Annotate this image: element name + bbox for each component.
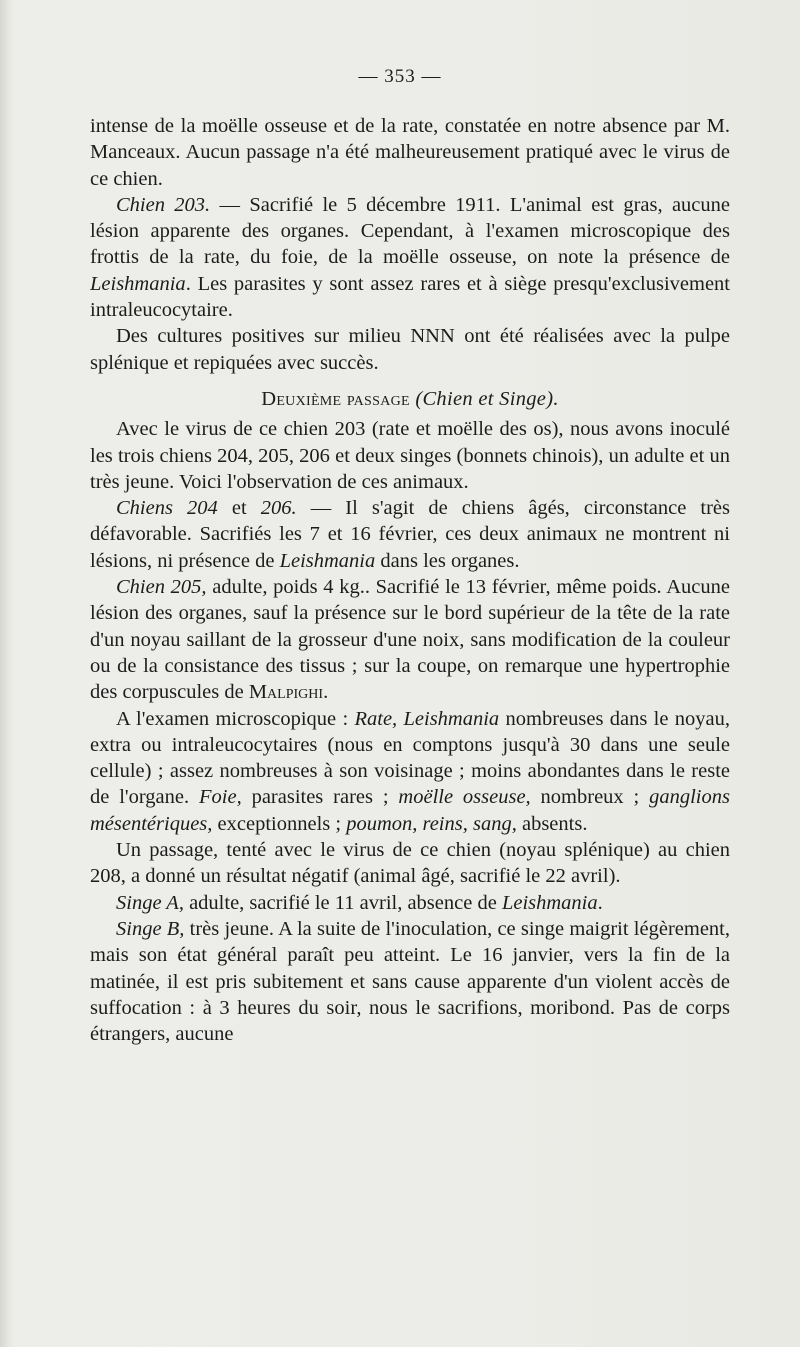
page-number: — 353 —	[358, 66, 442, 87]
paragraph-text: — Sacrifié le 5 décembre 1911. L'animal est gras, aucune lésion apparente des organes. Cependant, à l'examen microscopique des frottis de la rate, du foie, de la moëlle osseuse, on note la présence de	[90, 193, 730, 269]
paragraph-text: — Il s'agit de chiens âgés, circonstance très défavorable. Sacrifiés les 7 et 16 février, ces deux animaux ne montrent ni lésions, ni présence de	[90, 497, 731, 572]
italic-term: Foie,	[199, 786, 242, 809]
paragraph-text: . Les parasites y sont assez rares et à siège presqu'exclusivement intraleucocytaire.	[90, 272, 730, 322]
paragraph-lead: Singe A,	[116, 891, 184, 914]
paragraph-text: A l'examen microscopique :	[116, 707, 355, 730]
paragraph-lead: 206.	[260, 497, 297, 520]
heading-subtitle: (Chien et Singe).	[415, 387, 559, 410]
paragraph-text: dans les organes.	[375, 549, 520, 572]
heading-title: Deuxième passage	[261, 387, 410, 410]
paragraph-text: adulte, poids 4 kg.. Sacrifié le 13 février, même poids. Aucune lésion des organes, sauf la présence sur le bord supérieur de la tête de la rate d'un noyau saillant de la grosseur d'une noix, sans modification de la couleur ou de la consistance des tissus ; sur la coupe, on remarque une hypertrophie des corpuscules de	[90, 576, 730, 704]
page-margin-bottom	[0, 1200, 800, 1347]
paragraph-lead: Singe B,	[116, 917, 185, 940]
paragraph-text: exceptionnels ;	[212, 812, 347, 835]
paragraph-continuation	[90, 113, 730, 192]
paragraph-text: intense de la moëlle osseuse et de la rate, constatée en notre absence par M. Manceaux. Aucun passage n'a été malheureusement pratiqué avec le virus de ce chien.	[90, 115, 730, 190]
paragraph-text: parasites rares ;	[241, 786, 399, 809]
author-name: Malpighi	[248, 681, 324, 704]
paragraph-cultures	[90, 323, 730, 376]
paragraph-chien-203	[90, 192, 730, 323]
paragraph-singe-b	[90, 916, 730, 1047]
paragraph-text: Un passage, tenté avec le virus de ce chien (noyau splénique) au chien 208, a donné un résultat négatif (animal âgé, sacrifié le 22 avril).	[90, 839, 730, 888]
paragraph-lead: Chiens 204	[116, 497, 218, 520]
italic-term: poumon, reins, sang,	[346, 812, 517, 835]
paragraph-text: et	[217, 497, 261, 520]
italic-term: ganglions mésentériques,	[90, 786, 730, 835]
paragraph-chiens-204-206	[90, 495, 730, 574]
paragraph-text: .	[597, 891, 603, 914]
paragraph-text: absents.	[516, 812, 588, 835]
italic-term: moëlle osseuse,	[398, 786, 531, 809]
paragraph-text: Avec le virus de ce chien 203 (rate et moëlle des os), nous avons inoculé les trois chiens 204, 205, 206 et deux singes (bonnets chinois), un adulte et un très jeune. Voici l'observation de ces animaux.	[90, 418, 730, 493]
body-text	[90, 113, 730, 1047]
paragraph-text: très jeune. A la suite de l'inoculation, ce singe maigrit légèrement, mais son état général paraît peu atteint. Le 16 janvier, vers la fin de la matinée, il est pris subitement et sans cause apparente d'un violent accès de suffocation : à 3 heures du soir, nous le sacrifions, moribond. Pas de corps étrangers, aucune	[90, 917, 730, 1046]
paragraph-text: nombreuses dans le noyau, extra ou intraleucocytaires (nous en comptons jusqu'à 30 dans une seule cellule) ; assez nombreuses à son voisinage ; moins abondantes dans le reste de l'organe.	[90, 707, 730, 809]
paragraph-text: nombreux ;	[530, 786, 650, 809]
paragraph-text: .	[323, 681, 329, 704]
paragraph-text: adulte, sacrifié le 11 avril, absence de	[183, 891, 502, 914]
section-heading	[90, 386, 730, 412]
paragraph-text: Des cultures positives sur milieu NNN ont été réalisées avec la pulpe splénique et repiquées avec succès.	[90, 325, 730, 374]
italic-term: Rate, Leishmania	[354, 707, 500, 730]
italic-term: Leishmania	[90, 272, 186, 295]
paragraph-chien-205	[90, 574, 730, 705]
paragraph-lead: Chien 205,	[116, 576, 207, 599]
paragraph-singe-a	[90, 890, 730, 916]
paragraph-virus	[90, 416, 730, 495]
italic-term: Leishmania	[279, 549, 376, 572]
paragraph-examen	[90, 706, 730, 837]
paragraph-passage	[90, 837, 730, 890]
italic-term: Leishmania	[501, 891, 598, 914]
paragraph-lead: Chien 203.	[116, 193, 211, 216]
